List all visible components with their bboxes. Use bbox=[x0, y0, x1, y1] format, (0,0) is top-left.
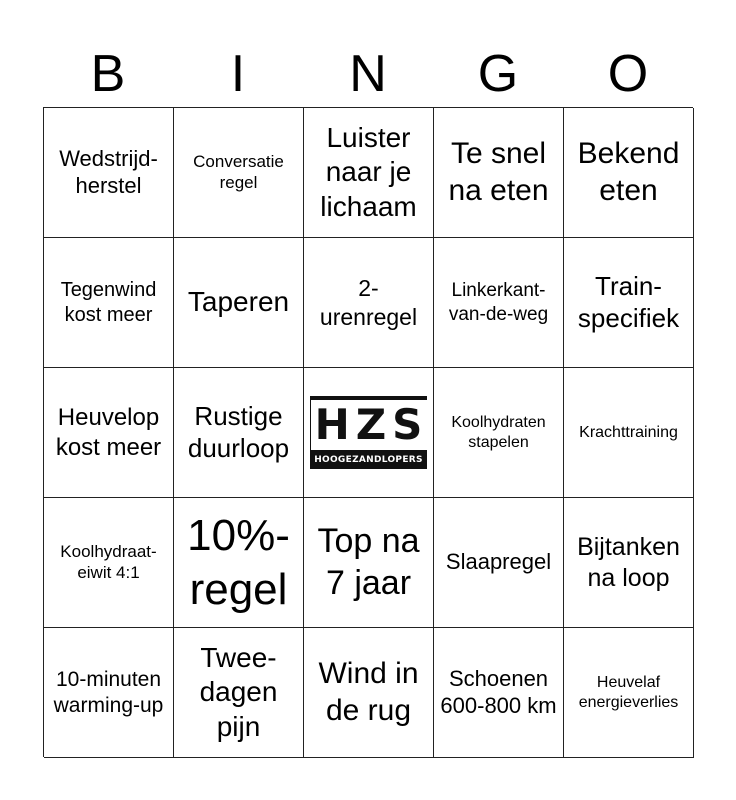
bingo-cell[interactable] bbox=[304, 238, 434, 368]
bingo-board bbox=[43, 107, 693, 757]
bingo-cell-text: 10-minuten warming-up bbox=[53, 667, 164, 717]
club-logo bbox=[310, 396, 427, 469]
bingo-cell[interactable] bbox=[434, 498, 564, 628]
bingo-cell[interactable] bbox=[564, 238, 694, 368]
bingo-cell-text: Wedstrijd-herstel bbox=[59, 145, 158, 198]
bingo-cell[interactable] bbox=[174, 108, 304, 238]
bingo-cell[interactable] bbox=[44, 498, 174, 628]
bingo-cell-text: Te snel na eten bbox=[448, 136, 549, 207]
bingo-cell-text: Twee-dagen pijn bbox=[199, 642, 278, 742]
bingo-cell-text: Wind in de rug bbox=[318, 656, 419, 727]
header-letter-b: B bbox=[90, 45, 126, 103]
bingo-cell[interactable] bbox=[304, 498, 434, 628]
bingo-cell[interactable] bbox=[564, 108, 694, 238]
bingo-cell[interactable] bbox=[434, 368, 564, 498]
bingo-cell-text: Taperen bbox=[187, 286, 290, 318]
bingo-cell-text: Schoenen 600-800 km bbox=[440, 665, 557, 718]
bingo-cell-text: Conversatie regel bbox=[193, 151, 284, 192]
bingo-cell-text: Linkerkant-van-de-weg bbox=[448, 280, 549, 325]
header-letter-n: N bbox=[349, 45, 387, 103]
bingo-cell[interactable] bbox=[304, 628, 434, 758]
bingo-cell[interactable] bbox=[434, 108, 564, 238]
bingo-cell-text: Heuvelop kost meer bbox=[55, 404, 162, 461]
bingo-cell[interactable] bbox=[44, 368, 174, 498]
header-letter-i: I bbox=[230, 45, 246, 103]
bingo-cell-text: Krachttraining bbox=[579, 423, 678, 441]
bingo-cell-text: Luister naar je lichaam bbox=[320, 122, 417, 222]
bingo-cell[interactable] bbox=[174, 628, 304, 758]
bingo-cell[interactable] bbox=[174, 498, 304, 628]
bingo-cell-text: Heuvelaf energieverlies bbox=[578, 673, 679, 711]
bingo-cell-text: 2-urenregel bbox=[319, 275, 418, 330]
bingo-cell-text: Top na 7 jaar bbox=[317, 522, 420, 602]
bingo-cell-text: Slaapregel bbox=[445, 549, 552, 575]
bingo-cell-text: Tegenwind kost meer bbox=[60, 279, 157, 326]
bingo-cell-text: 10%-regel bbox=[187, 510, 290, 614]
bingo-cell[interactable] bbox=[44, 628, 174, 758]
bingo-cell[interactable] bbox=[44, 108, 174, 238]
bingo-cell[interactable] bbox=[564, 498, 694, 628]
club-logo-initials: HZS bbox=[311, 400, 427, 450]
bingo-cell-text: Train-specifiek bbox=[577, 270, 680, 333]
bingo-cell[interactable] bbox=[304, 108, 434, 238]
bingo-cell-free-logo[interactable] bbox=[304, 368, 434, 498]
bingo-header bbox=[43, 40, 693, 108]
bingo-cell[interactable] bbox=[434, 238, 564, 368]
bingo-cell[interactable] bbox=[564, 628, 694, 758]
bingo-cell-text: Rustige duurloop bbox=[187, 400, 290, 463]
bingo-cell[interactable] bbox=[44, 238, 174, 368]
bingo-cell[interactable] bbox=[174, 368, 304, 498]
bingo-cell-text: Koolhydraat-eiwit 4:1 bbox=[60, 541, 157, 582]
bingo-cell-text: Bekend eten bbox=[577, 136, 680, 207]
header-letter-o: O bbox=[607, 45, 649, 103]
bingo-cell[interactable] bbox=[564, 368, 694, 498]
bingo-cell[interactable] bbox=[434, 628, 564, 758]
bingo-cell-text: Bijtanken na loop bbox=[577, 533, 680, 592]
header-letter-g: G bbox=[477, 45, 519, 103]
bingo-cell[interactable] bbox=[174, 238, 304, 368]
club-logo-name: HOOGEZANDLOPERS bbox=[314, 454, 423, 465]
bingo-cell-text: Koolhydraten stapelen bbox=[451, 413, 546, 451]
